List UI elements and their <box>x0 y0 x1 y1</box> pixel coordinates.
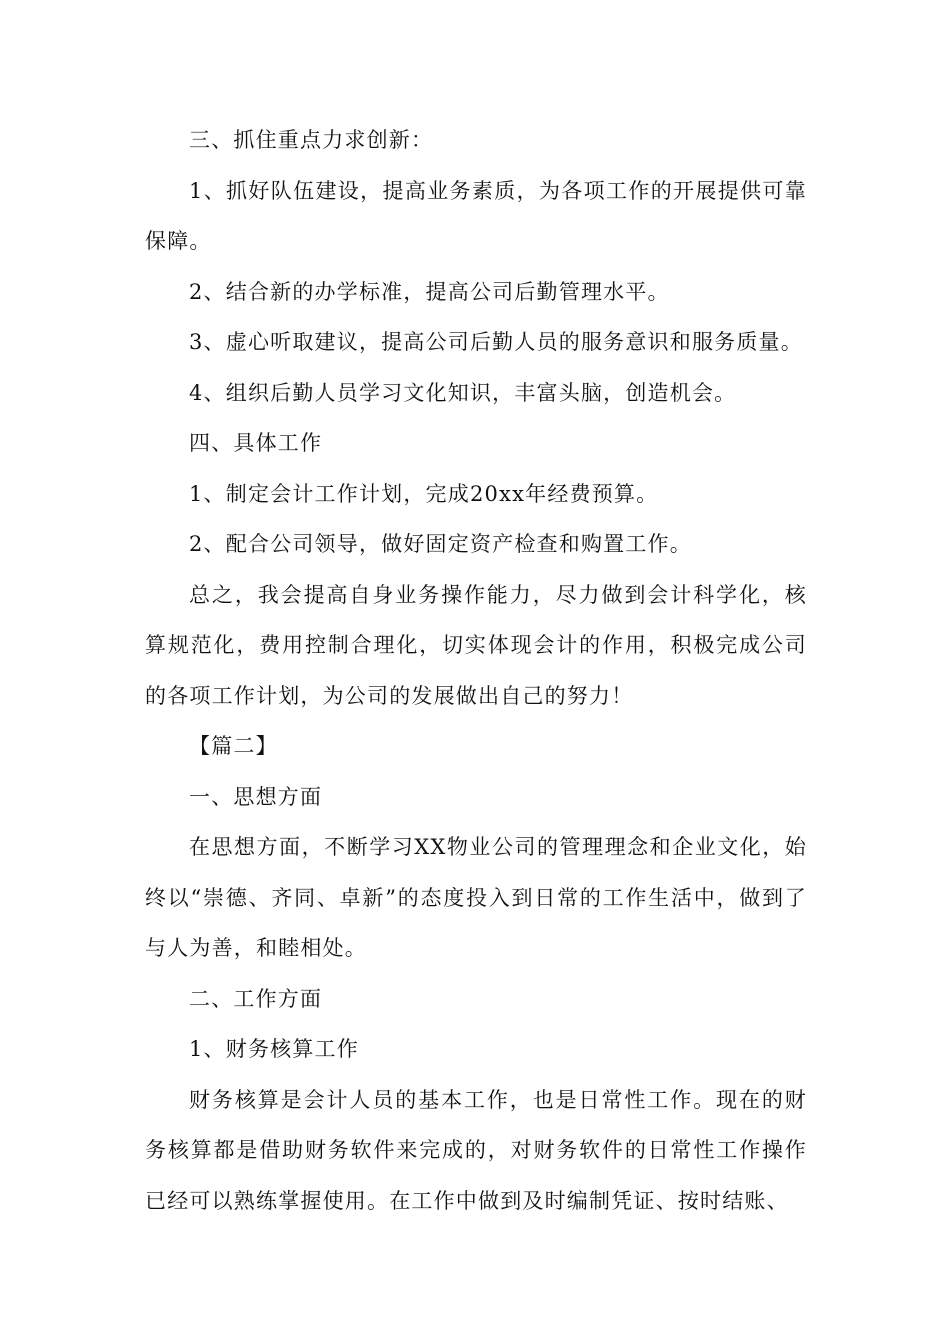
accounting-paragraph: 财务核算是会计人员的基本工作，也是日常性工作。现在的财务核算都是借助财务软件来完成的，对财务软件的日常性工作操作已经可以熟练掌握使用。在工作中做到及时编制凭证、按时结账、 <box>145 1087 807 1213</box>
list-item-2: 2、结合新的办学标准，提高公司后勤管理水平。 <box>189 279 670 304</box>
section-heading-thought: 一、思想方面 <box>189 784 323 809</box>
list-item-4: 4、组织后勤人员学习文化知识，丰富头脑，创造机会。 <box>189 380 737 405</box>
section-heading-work: 二、工作方面 <box>189 986 323 1011</box>
list-item-6: 2、配合公司领导，做好固定资产检查和购置工作。 <box>189 532 692 556</box>
list-item-3: 3、虚心听取建议，提高公司后勤人员的服务意识和服务质量。 <box>189 330 803 354</box>
part-two-heading: 【篇二】 <box>189 734 278 758</box>
summary-paragraph: 总之，我会提高自身业务操作能力，尽力做到会计科学化，核算规范化，费用控制合理化，切实体现会计的作用，积极完成公司的各项工作计划，为公司的发展做出自己的努力！ <box>145 582 807 708</box>
section-heading-3: 三、抓住重点力求创新： <box>189 128 434 152</box>
section-heading-4: 四、具体工作 <box>189 431 323 455</box>
thought-paragraph: 在思想方面，不断学习XX物业公司的管理理念和企业文化，始终以“崇德、齐同、卓新”的态度投入到日常的工作生活中，做到了与人为善，和睦相处。 <box>145 835 807 960</box>
list-item-1: 1、抓好队伍建设，提高业务素质，为各项工作的开展提供可靠保障。 <box>145 178 807 253</box>
subheading-accounting: 1、财务核算工作 <box>189 1037 359 1061</box>
list-item-5: 1、制定会计工作计划，完成20xx年经费预算。 <box>189 481 659 506</box>
document-body <box>145 115 807 1226</box>
